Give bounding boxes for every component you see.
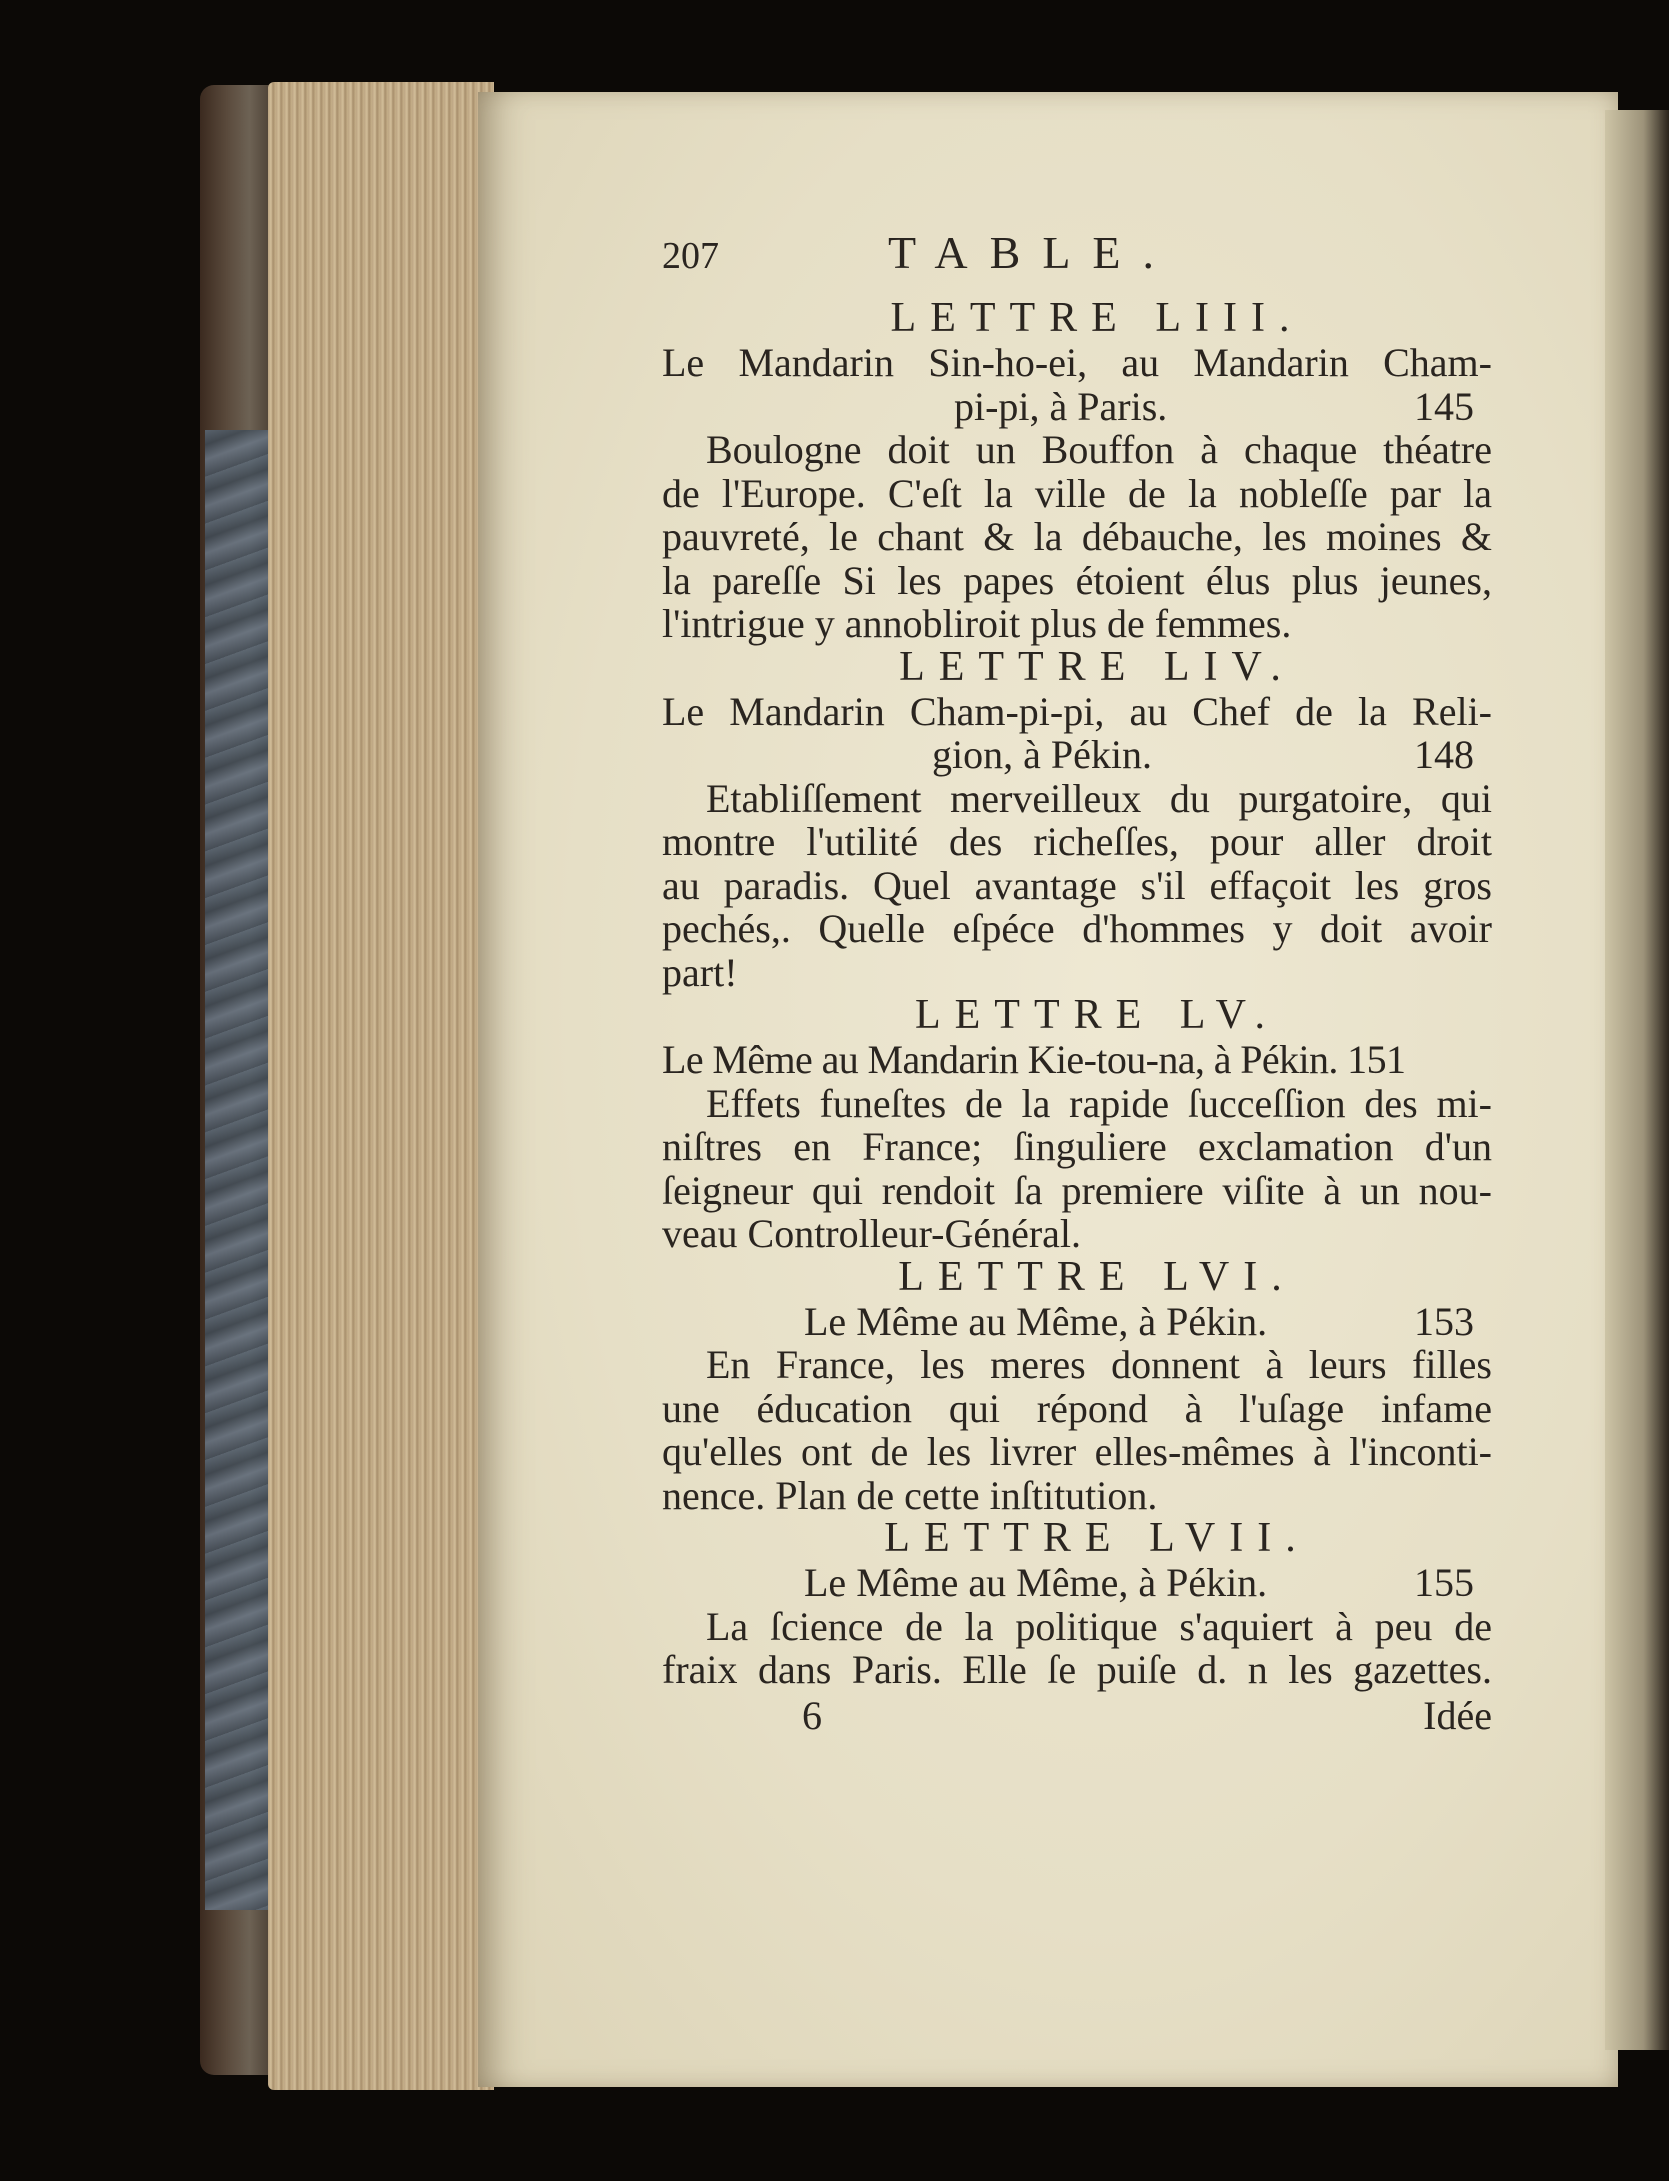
address-continuation bbox=[662, 385, 1492, 429]
address-line: Le Même au Même, à Pékin. bbox=[804, 1298, 1268, 1344]
letter-heading: LETTRE LVII. bbox=[884, 1515, 1310, 1561]
page-reference: 153 bbox=[1414, 1298, 1474, 1344]
page-reference: 145 bbox=[1414, 383, 1474, 429]
summary-line: montre l'utilité des richeſſes, pour aller droit bbox=[662, 819, 1492, 864]
summary-line: part! bbox=[662, 949, 738, 995]
summary-line: Boulogne doit un Bouffon à chaque théatre bbox=[706, 427, 1492, 472]
address-line: pi-pi, à Paris. bbox=[954, 383, 1168, 429]
page-header bbox=[662, 227, 1492, 297]
page-reference: 155 bbox=[1414, 1560, 1474, 1605]
summary-line: qu'elles ont de les livrer elles-mêmes à l'inconti- bbox=[662, 1429, 1492, 1474]
address-continuation bbox=[662, 1300, 1492, 1344]
summary-line: La ſcience de la politique s'aquiert à peu de bbox=[706, 1603, 1492, 1649]
summary-line: nence. Plan de cette inſtitution. bbox=[662, 1472, 1158, 1518]
summary-line: une éducation qui répond à l'uſage infame bbox=[662, 1385, 1492, 1431]
summary-line: la pareſſe Si les papes étoient élus plus jeunes, bbox=[662, 557, 1492, 603]
address-line: Le Mandarin Sin-ho-ei, au Mandarin Cham- bbox=[662, 340, 1492, 385]
summary-line: pechés,. Quelle eſpéce d'hommes y doit avoir bbox=[662, 906, 1492, 951]
summary-line: veau Controlleur-Général. bbox=[662, 1211, 1082, 1256]
page-number: 207 bbox=[662, 235, 719, 277]
address-line: Le Même au Même, à Pékin. bbox=[804, 1560, 1268, 1605]
address-continuation bbox=[662, 1561, 1492, 1605]
summary-line: au paradis. Quel avantage s'il effaçoit les gros bbox=[662, 862, 1492, 908]
running-title: TABLE. bbox=[888, 227, 1177, 278]
summary-line: niſtres en France; ſinguliere exclamation d'un bbox=[662, 1124, 1492, 1169]
address-line: Le Même au Mandarin Kie-tou-na, à Pékin. 151 bbox=[662, 1037, 1406, 1082]
address-continuation bbox=[662, 733, 1492, 777]
summary-line: fraix dans Paris. Elle ſe puiſe d. n les gazettes. bbox=[662, 1647, 1492, 1692]
summary-line: pauvreté, le chant & la débauche, les moines & bbox=[662, 514, 1492, 559]
summary-line: Etabliſſement merveilleux du purgatoire, qui bbox=[706, 775, 1492, 821]
summary-line: En France, les meres donnent à leurs filles bbox=[706, 1342, 1492, 1387]
signature-mark: 6 bbox=[802, 1692, 822, 1738]
letter-heading: LETTRE LV. bbox=[914, 992, 1279, 1038]
summary-line: ſeigneur qui rendoit ſa premiere viſite à un nou- bbox=[662, 1167, 1492, 1213]
address-line: Le Mandarin Cham-pi-pi, au Chef de la Reli- bbox=[662, 688, 1492, 734]
page-gutter-shadow bbox=[1605, 110, 1669, 2050]
summary-line: de l'Europe. C'eſt la ville de la nobleſſe par la bbox=[662, 470, 1492, 516]
page-reference: 148 bbox=[1414, 732, 1474, 777]
text-block bbox=[662, 227, 1492, 1740]
summary-line: l'intrigue y annobliroit plus de femmes. bbox=[662, 601, 1292, 646]
page-edges bbox=[268, 82, 494, 2090]
letter-heading: LETTRE LIV. bbox=[899, 643, 1295, 690]
letter-heading: LETTRE LIII. bbox=[890, 295, 1304, 341]
catchword: Idée bbox=[1423, 1692, 1492, 1738]
summary-line: Effets funeſtes de la rapide ſucceſſion des mi- bbox=[706, 1080, 1492, 1126]
letter-heading: LETTRE LVI. bbox=[898, 1253, 1296, 1300]
address-line: gion, à Pékin. bbox=[932, 732, 1152, 777]
page-footer bbox=[662, 1694, 1492, 1740]
